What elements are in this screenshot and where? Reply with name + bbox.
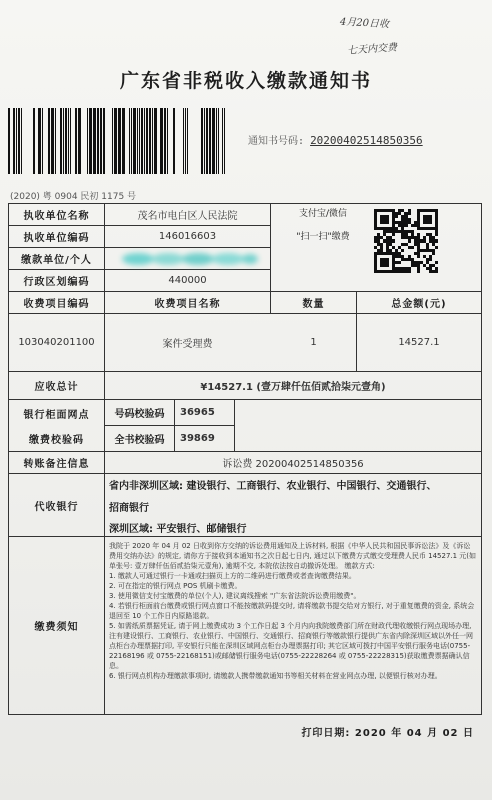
barcode-bar: [114, 108, 117, 174]
handwritten-note-date: 4月20日收: [339, 16, 390, 31]
payable-value: ¥14527.1 (壹万肆仟伍佰贰拾柒元壹角): [200, 382, 386, 393]
agent-region-label-2: 深圳区域:: [109, 524, 153, 535]
collector-code-value: 146016603: [158, 231, 217, 242]
agent-bank-list: [109, 477, 479, 535]
barcode-bar: [198, 108, 200, 174]
agent-bank-label: 代收银行: [34, 501, 79, 513]
barcode-bar: [218, 108, 219, 174]
item-name-header: 收费项目名称: [154, 299, 221, 310]
barcode-bar: [42, 108, 43, 174]
notes-item-4: 4. 若银行柜面前台缴费或银行网点窗口不能按缴款码提交时, 请将缴款书提交给对方银行, 对于重复缴费的资金, 系统会退回至 10 个工作日内原路退款。: [109, 602, 475, 620]
barcode-bar: [222, 108, 223, 174]
agent-bank-line2: 招商银行: [109, 502, 149, 514]
transfer-note-label: 转账备注信息: [23, 459, 90, 470]
notice-number-value: 20200402514850356: [310, 134, 423, 147]
barcode-bar: [48, 108, 50, 174]
barcode-bar: [26, 108, 28, 174]
barcode-bar: [122, 108, 125, 174]
collector-code-label: 执收单位编码: [23, 233, 90, 244]
handwritten-note-deadline: 七天内交费: [346, 42, 398, 57]
barcode-bar: [97, 108, 99, 174]
notice-number-label: 通知书号码:: [248, 136, 305, 147]
notes-paragraph: 我院于 2020 年 04 月 02 日收到你方交纳的诉讼费用通知及上诉材料, 根据《中华人民共和国民事诉讼法》及《诉讼费用交纳办法》的规定, 请你方于接收到本通知书之次日起七日内, 通过以下缴费方式缴交受理费人民币 14527.1 元(如单张号: 壹万肆仟伍佰贰拾柒元壹角), 逾期不交, 本院依法按自动撤诉处理。 缴款方式:: [109, 542, 477, 570]
barcode-bar: [44, 108, 47, 174]
barcode-bar: [75, 108, 77, 174]
barcode-bar: [220, 108, 221, 174]
barcode-bar: [152, 108, 153, 174]
barcode-bar: [60, 108, 62, 174]
qty-value: 1: [310, 337, 317, 348]
item-code-value: 103040201100: [18, 337, 95, 348]
barcode-bar: [129, 108, 130, 174]
barcode-bar: [78, 108, 81, 174]
barcode-bar: [93, 108, 96, 174]
barcode-bar: [154, 108, 157, 174]
barcode-bar: [23, 108, 25, 174]
barcode-bar: [51, 108, 54, 174]
redaction-blob: [118, 251, 258, 267]
notes-item-2: 2. 可在指定的银行网点 POS 机刷卡缴费。: [109, 582, 242, 590]
barcode-bar: [139, 108, 140, 174]
barcode-bar: [164, 108, 166, 174]
bank-check-label-line2: 缴费校验码: [29, 434, 84, 446]
collector-name-label: 执收单位名称: [23, 211, 90, 222]
qty-header: 数量: [302, 299, 325, 310]
bank-check-label: [9, 400, 104, 451]
total-header: 总金额(元): [391, 299, 447, 310]
barcode-bar: [160, 108, 163, 174]
barcode-bar: [173, 108, 175, 174]
barcode-bar: [72, 108, 74, 174]
bank-check-label-line1: 银行柜面网点: [23, 409, 90, 421]
barcode-bar: [209, 108, 211, 174]
barcode-bar: [63, 108, 64, 174]
barcode-bar: [185, 108, 186, 174]
payable-label: 应收总计: [34, 382, 79, 393]
barcode-bar: [16, 108, 17, 174]
barcode-bar: [36, 108, 37, 174]
barcode-bar: [103, 108, 105, 174]
barcode-bar: [89, 108, 92, 174]
barcode-bar: [193, 108, 194, 174]
barcode-bar: [158, 108, 159, 174]
barcode-bar: [141, 108, 143, 174]
payer-value-redacted: [105, 248, 270, 269]
transfer-note-value: 诉讼费 20200402514850356: [222, 459, 364, 470]
check-code-value-1: 36965: [180, 407, 215, 418]
barcode-bar: [183, 108, 184, 174]
notes-label: 缴费须知: [34, 622, 79, 633]
notice-number: [248, 132, 423, 147]
barcode-bar: [224, 108, 225, 174]
check-code-label-1: 号码校验码: [114, 409, 165, 420]
barcode-bar: [21, 108, 22, 174]
print-date: 打印日期: 2020 年 04 月 02 日: [301, 728, 474, 739]
barcode-bar: [108, 108, 111, 174]
barcode-bar: [33, 108, 35, 174]
item-code-header: 收费项目编码: [23, 299, 90, 310]
barcode-bar: [87, 108, 88, 174]
notes-body: [109, 541, 477, 713]
barcode-bar: [106, 108, 107, 174]
region-code-value: 440000: [168, 275, 207, 286]
barcode-bar: [144, 108, 145, 174]
agent-region-banks-1: 建设银行、工商银行、农业银行、中国银行、交通银行、: [186, 481, 437, 492]
item-name-value: 案件受理费: [162, 339, 213, 350]
barcode-bar: [206, 108, 208, 174]
pay-method-label: 支付宝/微信 "扫一扫"缴费: [296, 209, 350, 242]
barcode-bar: [29, 108, 32, 174]
barcode-bar: [112, 108, 113, 174]
payer-label: 缴款单位/个人: [21, 255, 92, 266]
notes-item-5: 5. 如需纸质票据凭证, 请于网上缴费成功 3 个工作日起 3 个月内向我院缴费部门所在财政代理收缴银行网点现场办理, 注有建设银行、工商银行、农业银行、中国银行、交通银行、招商银行等缴款银行提供广东省内除深圳区域以外任一网点柜台办理票据打印, 平安银行只能在深圳区域网点柜台办理票据打印; 其它区域可拨打中国平安银行服务电话(0755-22168196 或 0755-22168151)或邮储银行服务电话(0755-22228264 或 0755-22228315)获取缴费票据确认信息。: [109, 622, 473, 670]
notes-item-6: 6. 银行网点机构办理缴款事项时, 请缴款人携带缴款通知书等相关材料在营业网点办理, 以便银行核对办理。: [109, 672, 442, 680]
barcode-bar: [13, 108, 15, 174]
barcode-bar: [201, 108, 203, 174]
barcode-bar: [189, 108, 192, 174]
barcode-bar: [176, 108, 179, 174]
barcode-bar: [195, 108, 197, 174]
barcode-bar: [11, 108, 12, 174]
agent-region-label-1: 省内非深圳区域:: [109, 481, 183, 492]
document-title: 广东省非税收入缴款通知书: [119, 70, 372, 92]
barcode-bar: [131, 108, 132, 174]
barcode-bar: [84, 108, 86, 174]
barcode-bar: [38, 108, 41, 174]
case-number: (2020) 粤 0904 民初 1175 号: [10, 192, 137, 202]
barcode-bar: [212, 108, 215, 174]
qr-code[interactable]: [374, 209, 438, 273]
barcode-bar: [149, 108, 151, 174]
barcode-bar: [126, 108, 128, 174]
barcode-bar: [65, 108, 67, 174]
barcode-bar: [82, 108, 83, 174]
total-value: 14527.1: [398, 337, 440, 348]
barcode-bar: [146, 108, 148, 174]
barcode-bar: [8, 108, 10, 174]
collector-name-value: 茂名市电白区人民法院: [137, 211, 238, 222]
barcode-bar: [137, 108, 138, 174]
barcode-bar: [167, 108, 168, 174]
barcode: [8, 108, 230, 174]
barcode-bar: [18, 108, 20, 174]
notes-item-3: 3. 使用微信支付宝缴费的单位(个人), 建议离线搜索 "广东省法院诉讼费用缴费"。: [109, 592, 361, 600]
barcode-bar: [57, 108, 59, 174]
barcode-bar: [187, 108, 188, 174]
barcode-bar: [171, 108, 172, 174]
barcode-bar: [133, 108, 136, 174]
check-code-value-2: 39869: [180, 433, 215, 444]
region-code-label: 行政区划编码: [23, 277, 90, 288]
barcode-bar: [100, 108, 102, 174]
notes-item-1: 1. 缴款人可通过银行一卡通或扫描页上方的二维码进行缴费或者查询缴费结果。: [109, 572, 356, 580]
notice-table: [8, 203, 482, 715]
agent-region-banks-2: 平安银行、邮储银行: [156, 524, 247, 535]
agent-bank-line1: [109, 477, 436, 492]
barcode-bar: [70, 108, 71, 174]
barcode-bar: [118, 108, 121, 174]
barcode-bar: [216, 108, 217, 174]
check-code-label-2: 全书校验码: [114, 435, 165, 446]
barcode-bar: [169, 108, 170, 174]
barcode-bar: [68, 108, 69, 174]
barcode-bar: [55, 108, 56, 174]
barcode-bar: [180, 108, 182, 174]
agent-bank-line3: [109, 520, 246, 535]
barcode-bar: [204, 108, 205, 174]
